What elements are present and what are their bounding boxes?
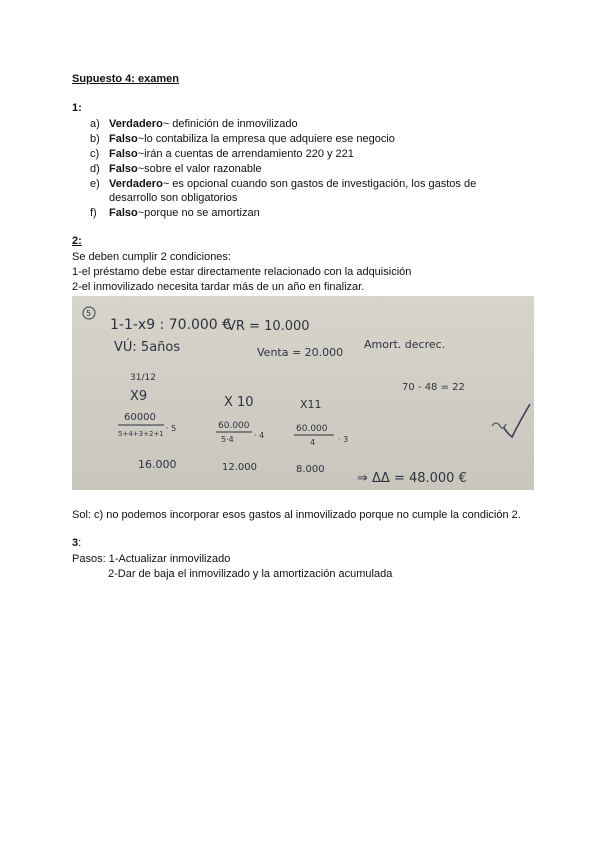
- question-1-number: 1:: [72, 102, 82, 114]
- answer-text: ~lo contabiliza la empresa que adquiere ese negocio: [137, 133, 395, 145]
- hw-line1: 1-1-x9 : 70.000 €: [110, 317, 232, 333]
- steps-line-2: 2-Dar de baja el inmovilizado y la amortización acumulada: [108, 568, 393, 580]
- hw-vu: VÚ: 5años: [114, 340, 181, 355]
- answer-verdict: Verdadero: [109, 118, 163, 130]
- answer-verdict: Falso: [109, 207, 138, 219]
- answer-letter: d): [90, 163, 100, 175]
- hw-x10: X 10: [224, 395, 254, 410]
- handwritten-notes-drawing: [72, 296, 534, 490]
- answer-letter: e): [90, 178, 100, 190]
- answer-d: [90, 162, 262, 176]
- page-title: Supuesto 4: examen: [72, 73, 179, 85]
- hw-frac1-den: 5+4+3+2+1: [118, 430, 164, 438]
- answer-text: ~ es opcional cuando son gastos de investigación, los gastos de: [162, 178, 477, 190]
- hw-vr: VR = 10.000: [227, 319, 310, 334]
- hw-frac2-mul: · 4: [254, 431, 265, 440]
- answer-letter: c): [90, 148, 100, 160]
- hw-res1: 16.000: [138, 458, 177, 471]
- answer-text: ~porque no se amortizan: [137, 207, 260, 219]
- hw-calc: 70 - 48 = 22: [402, 382, 465, 393]
- grade-scribble: [492, 423, 506, 428]
- answer-e: [90, 177, 476, 191]
- section-2-line: 1-el préstamo debe estar directamente relacionado con la adquisición: [72, 266, 412, 278]
- answer-verdict: Falso: [109, 133, 138, 145]
- hw-res3: 8.000: [296, 464, 325, 475]
- answer-verdict: Verdadero: [109, 178, 163, 190]
- hw-res2: 12.000: [222, 462, 257, 473]
- answer-text: ~sobre el valor razonable: [137, 163, 262, 175]
- answer-verdict: Falso: [109, 148, 138, 160]
- hw-frac2-den: 5·4: [221, 435, 234, 444]
- hw-x11: X11: [300, 398, 322, 411]
- section-2-line: Se deben cumplir 2 condiciones:: [72, 251, 231, 263]
- answer-c: [90, 147, 354, 161]
- hw-total: ⇒ ΔΔ = 48.000 €: [357, 471, 467, 486]
- answer-e-continuation: desarrollo son obligatorios: [109, 192, 238, 204]
- hw-frac1-num: 60000: [124, 412, 156, 423]
- check-mark-icon: [504, 404, 530, 437]
- hw-date: 31/12: [130, 373, 156, 383]
- question-3-number: 3:: [72, 537, 82, 549]
- answer-f: [90, 206, 260, 220]
- steps-line-1: Pasos: 1-Actualizar inmovilizado: [72, 553, 231, 565]
- hw-amort: Amort. decrec.: [364, 338, 446, 351]
- hw-frac3-num: 60.000: [296, 424, 328, 434]
- circle-number: 5: [86, 309, 92, 318]
- section-2-line: 2-el inmovilizado necesita tardar más de un año en finalizar.: [72, 281, 365, 293]
- hw-frac3-mul: · 3: [338, 435, 349, 444]
- answer-text: ~irán a cuentas de arrendamiento 220 y 221: [137, 148, 354, 160]
- solution-text: Sol: c) no podemos incorporar esos gastos al inmovilizado porque no cumple la condición 2.: [72, 509, 521, 521]
- answer-b: [90, 132, 395, 146]
- answer-letter: a): [90, 118, 100, 130]
- handwritten-notes-photo: [72, 296, 534, 490]
- answer-text: ~ definición de inmovilizado: [162, 118, 298, 130]
- hw-venta: Venta = 20.000: [257, 346, 344, 359]
- answer-verdict: Falso: [109, 163, 138, 175]
- hw-x9: X9: [130, 389, 148, 404]
- answer-a: [90, 117, 298, 131]
- question-2-number: 2:: [72, 235, 82, 247]
- hw-frac1-mul: · 5: [166, 424, 177, 433]
- answer-letter: b): [90, 133, 100, 145]
- hw-frac3-den: 4: [310, 438, 316, 447]
- answer-letter: f): [90, 207, 97, 219]
- hw-frac2-num: 60.000: [218, 421, 250, 431]
